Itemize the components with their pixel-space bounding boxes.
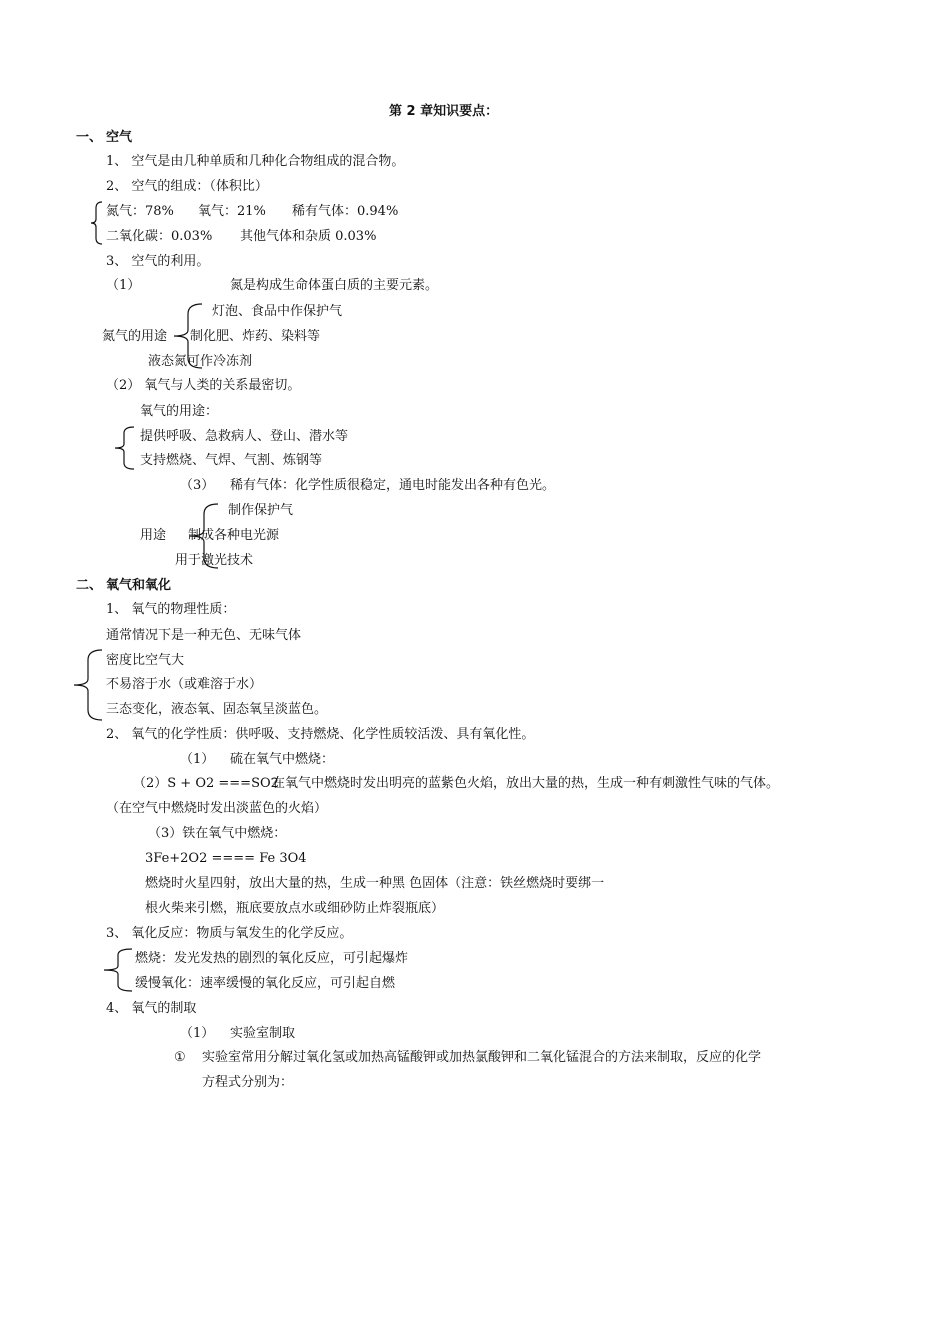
nitrogen-use-2: 制化肥、炸药、染料等 (190, 329, 321, 344)
oxygen-use-brace (112, 424, 136, 472)
oxygen-preparation: 4、 氧气的制取 (106, 1001, 197, 1016)
noble-gas-use-1: 制作保护气 (228, 503, 294, 518)
physical-properties: 1、 氧气的物理性质： (106, 602, 236, 617)
noble-gas-use-3: 用于激光技术 (175, 553, 254, 568)
sulfur-air-note: （在空气中燃烧时发出淡蓝色的火焰） (106, 801, 328, 816)
composition-other: 其他气体和杂质 0.03% (240, 229, 377, 244)
oxygen-use-1: 提供呼吸、急救病人、登山、潜水等 (140, 429, 349, 444)
composition-noble-gas: 稀有气体：0.94% (292, 204, 399, 219)
iron-equation: 3Fe+2O2 ==== Fe 3O4 (145, 851, 307, 866)
physical-property-4: 三态变化，液态氧、固态氧呈淡蓝色。 (106, 702, 328, 717)
oxygen-use-label: 氧气的用途： (140, 404, 219, 419)
oxidation-slow: 缓慢氧化：速率缓慢的氧化反应，可引起自燃 (135, 976, 396, 991)
oxidation-combustion: 燃烧：发光发热的剧烈的氧化反应，可引起爆炸 (135, 951, 409, 966)
nitrogen-use-3: 液态氮可作冷冻剂 (148, 354, 253, 369)
nitrogen-use-1: 灯泡、食品中作保护气 (212, 304, 343, 319)
oxygen-relation: （2） 氧气与人类的关系最密切。 (106, 378, 301, 393)
lab-prep-text-1: 实验室常用分解过氧化氢或加热高锰酸钾或加热氯酸钾和二氧化锰混合的方法来制取，反应的化学 (202, 1050, 762, 1065)
nitrogen-use-label: 氮气的用途 (102, 329, 168, 344)
section-1-heading: 空气 (106, 130, 133, 145)
sulfur-observation: 在氧气中燃烧时发出明亮的蓝紫色火焰，放出大量的热，生成一种有刺激性气味的气体。 (272, 776, 780, 791)
section-2-heading: 氧气和氧化 (106, 578, 172, 593)
physical-property-1: 通常情况下是一种无色、无味气体 (106, 628, 302, 643)
oxygen-use-2: 支持燃烧、气焊、气割、炼钢等 (140, 453, 323, 468)
sulfur-combustion: 硫在氧气中燃烧： (230, 752, 335, 767)
section-1-number: 一、 (76, 130, 103, 145)
lab-prep-heading: 实验室制取 (230, 1026, 296, 1041)
lab-prep-text-2: 方程式分别为： (202, 1075, 294, 1090)
composition-oxygen: 氧气：21% (198, 204, 266, 219)
composition-co2: 二氧化碳：0.03% (106, 229, 213, 244)
composition-nitrogen: 氮气：78% (106, 204, 174, 219)
iron-observation-1: 燃烧时火星四射，放出大量的热，生成一种黑 色固体（注意：铁丝燃烧时要绑一 (145, 876, 605, 891)
sulfur-equation: （2）S + O2 ===SO2 (133, 776, 279, 791)
noble-gas-intro: 稀有气体：化学性质很稳定，通电时能发出各种有色光。 (230, 478, 556, 493)
physical-property-2: 密度比空气大 (106, 653, 185, 668)
nitrogen-intro: 氮是构成生命体蛋白质的主要元素。 (230, 278, 439, 293)
oxidation-brace (100, 946, 134, 994)
noble-gas-number: （3） (180, 478, 215, 493)
item-2: 2、 空气的组成：（体积比） (106, 179, 268, 194)
lab-prep-marker: ① (174, 1050, 186, 1065)
page-title: 第 2 章知识要点： (389, 104, 499, 119)
nitrogen-number: （1） (106, 278, 141, 293)
noble-gas-use-label: 用途 (140, 528, 167, 543)
sulfur-number: （1） (180, 752, 215, 767)
oxidation-reaction: 3、 氧化反应：物质与氧发生的化学反应。 (106, 926, 353, 941)
iron-observation-2: 根火柴来引燃，瓶底要放点水或细砂防止炸裂瓶底） (145, 901, 445, 916)
section-2-number: 二、 (76, 578, 103, 593)
lab-prep-number: （1） (180, 1026, 215, 1041)
chemical-properties: 2、 氧气的化学性质：供呼吸、支持燃烧、化学性质较活泼、具有氧化性。 (106, 727, 535, 742)
physical-property-3: 不易溶于水（或难溶于水） (106, 677, 263, 692)
item-3: 3、 空气的利用。 (106, 254, 210, 269)
iron-combustion: （3）铁在氧气中燃烧： (148, 826, 287, 841)
composition-brace (88, 200, 104, 246)
physical-properties-brace (70, 646, 104, 724)
noble-gas-use-2: 制成各种电光源 (188, 528, 280, 543)
item-1: 1、 空气是由几种单质和几种化合物组成的混合物。 (106, 154, 405, 169)
